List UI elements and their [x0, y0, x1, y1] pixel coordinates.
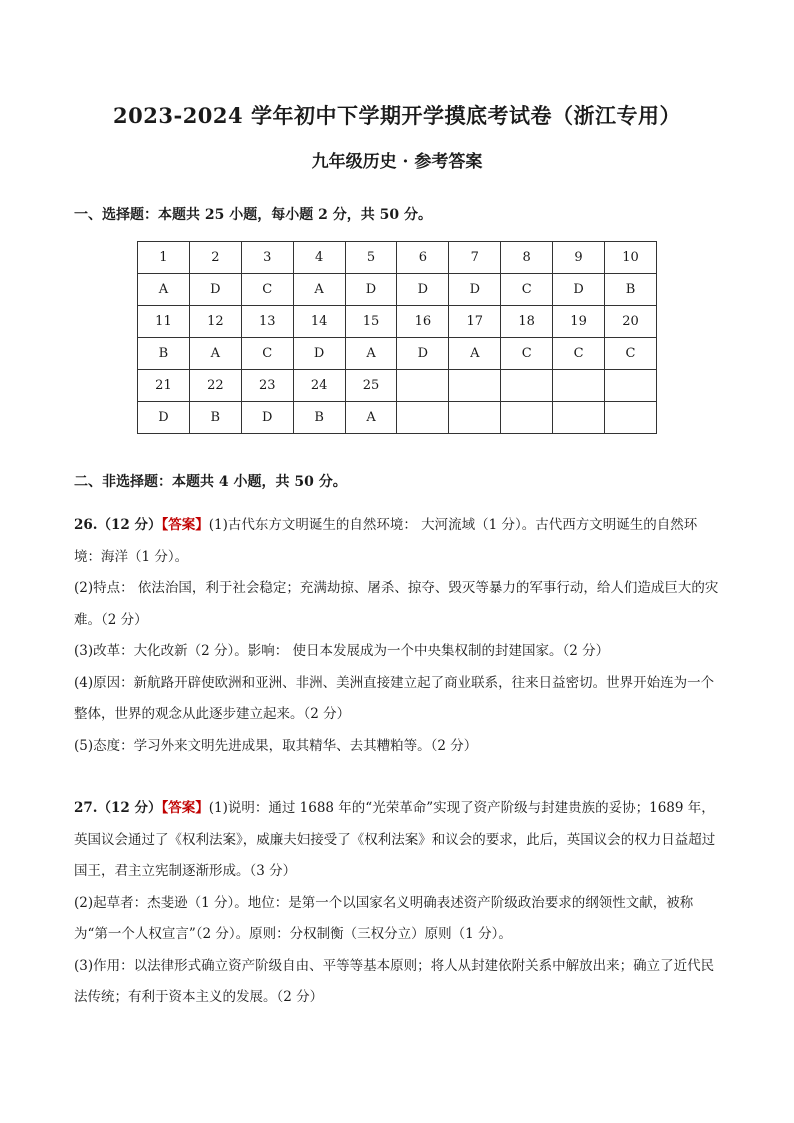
page-subtitle: 九年级历史 · 参考答案	[311, 152, 483, 172]
answer-row	[138, 274, 657, 306]
answer-cell: C	[501, 274, 553, 306]
answer-cell: A	[293, 274, 345, 306]
answer-cell	[605, 402, 657, 434]
q27-line-2: (2)起草者：杰斐逊（1 分）。地位：是第一个以国家名义明确表述资产阶级政治要求的纲领性文献，被称为“第一个人权宣言”（2 分）。原则：分权制衡（三权分立）原则（1 分）。	[74, 894, 694, 942]
question-number-cell: 15	[345, 306, 397, 338]
answer-row	[138, 338, 657, 370]
answer-cell: A	[345, 338, 397, 370]
question-number-cell: 23	[241, 370, 293, 402]
answer-cell: B	[605, 274, 657, 306]
question-number-cell	[397, 370, 449, 402]
answer-cell: C	[241, 338, 293, 370]
question-number-cell: 11	[138, 306, 190, 338]
question-number-cell: 5	[345, 242, 397, 274]
answer-cell: A	[345, 402, 397, 434]
question-number-cell: 4	[293, 242, 345, 274]
question-26	[74, 510, 724, 762]
section-heading-nonchoice: 二、非选择题：本题共 4 小题，共 50 分。	[74, 474, 347, 490]
answer-cell: C	[553, 338, 605, 370]
answer-cell: A	[138, 274, 190, 306]
answer-cell	[449, 402, 501, 434]
q27-number: 27.（12 分）	[74, 800, 162, 816]
question-number-cell	[449, 370, 501, 402]
q26-line-2: (2)特点： 依法治国，利于社会稳定；充满劫掠、屠杀、掠夺、毁灭等暴力的军事行动，给人们造成巨大的灾难。（2 分）	[74, 580, 719, 628]
q27-text-1: (1)说明：通过 1688 年的“光荣革命”实现了资产阶级与封建贵族的妥协；1689 年，英国议会通过了《权利法案》，威廉夫妇接受了《权利法案》和议会的要求，此后，英国议会的权力日益超过国王，君主立宪制逐渐形成。（3 分）	[74, 800, 716, 879]
question-number-cell: 13	[241, 306, 293, 338]
q27-answer-tag: 【答案】	[161, 800, 209, 816]
answer-cell	[397, 402, 449, 434]
question-number-cell: 18	[501, 306, 553, 338]
question-number-cell: 7	[449, 242, 501, 274]
question-number-cell: 3	[241, 242, 293, 274]
question-number-cell: 10	[605, 242, 657, 274]
answer-row	[138, 402, 657, 434]
answer-cell: D	[397, 274, 449, 306]
q26-line-5: (5)态度：学习外来文明先进成果，取其精华、去其糟粕等。（2 分）	[74, 737, 478, 754]
question-number-cell: 14	[293, 306, 345, 338]
question-number-row	[138, 370, 657, 402]
answer-cell: A	[449, 338, 501, 370]
question-number-cell: 12	[189, 306, 241, 338]
page-title: 2023-2024 学年初中下学期开学摸底考试卷（浙江专用）	[113, 103, 681, 128]
q27-line-1	[74, 793, 724, 888]
answer-table	[137, 241, 657, 434]
answer-cell: D	[397, 338, 449, 370]
question-number-cell: 22	[189, 370, 241, 402]
question-number-cell	[605, 370, 657, 402]
question-number-cell: 2	[189, 242, 241, 274]
answer-cell: D	[345, 274, 397, 306]
answer-cell: C	[241, 274, 293, 306]
answer-cell: B	[189, 402, 241, 434]
question-number-row	[138, 306, 657, 338]
answer-cell: C	[605, 338, 657, 370]
question-number-row	[138, 242, 657, 274]
answer-cell	[553, 402, 605, 434]
question-number-cell: 21	[138, 370, 190, 402]
answer-cell: C	[501, 338, 553, 370]
answer-cell: D	[189, 274, 241, 306]
question-number-cell: 9	[553, 242, 605, 274]
question-27	[74, 793, 724, 1014]
question-number-cell: 16	[397, 306, 449, 338]
answer-cell: D	[138, 402, 190, 434]
question-number-cell: 8	[501, 242, 553, 274]
question-number-cell: 25	[345, 370, 397, 402]
question-number-cell: 1	[138, 242, 190, 274]
q26-line-3: (3)改革：大化改新（2 分）。影响： 使日本发展成为一个中央集权制的封建国家。（2 分）	[74, 643, 610, 659]
answer-cell	[501, 402, 553, 434]
question-number-cell	[553, 370, 605, 402]
q26-line-1	[74, 510, 724, 573]
answer-cell: D	[241, 402, 293, 434]
section-heading-choice: 一、选择题：本题共 25 小题，每小题 2 分，共 50 分。	[74, 207, 432, 223]
question-number-cell	[501, 370, 553, 402]
question-number-cell: 24	[293, 370, 345, 402]
question-number-cell: 20	[605, 306, 657, 338]
question-number-cell: 6	[397, 242, 449, 274]
q26-line-4: (4)原因：新航路开辟使欧洲和亚洲、非洲、美洲直接建立起了商业联系，往来日益密切。世界开始连为一个整体，世界的观念从此逐步建立起来。（2 分）	[74, 674, 715, 722]
answer-cell: D	[449, 274, 501, 306]
q26-answer-tag: 【答案】	[161, 517, 209, 533]
answer-cell: A	[189, 338, 241, 370]
q26-number: 26.（12 分）	[74, 517, 162, 533]
q27-line-3: (3)作用：以法律形式确立资产阶级自由、平等等基本原则；将人从封建依附关系中解放出来；确立了近代民法传统；有利于资本主义的发展。（2 分）	[74, 957, 715, 1005]
answer-cell: B	[138, 338, 190, 370]
question-number-cell: 17	[449, 306, 501, 338]
q26-text-1: (1)古代东方文明诞生的自然环境： 大河流域（1 分）。古代西方文明诞生的自然环境：海洋（1 分）。	[74, 517, 698, 565]
answer-cell: D	[553, 274, 605, 306]
answer-cell: B	[293, 402, 345, 434]
answer-cell: D	[293, 338, 345, 370]
question-number-cell: 19	[553, 306, 605, 338]
